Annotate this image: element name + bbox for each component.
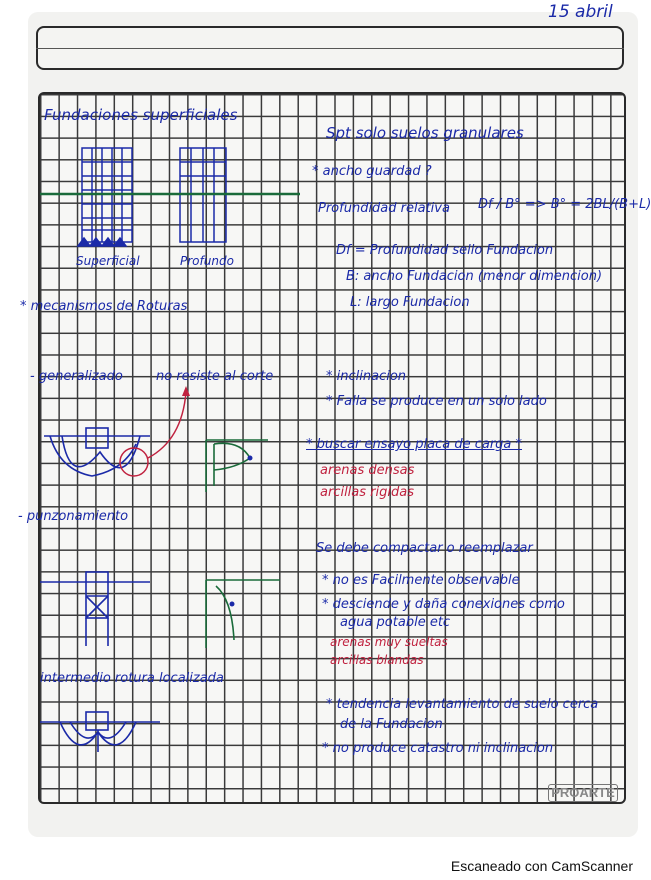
arenas-densas-text: arenas densas <box>320 463 415 478</box>
no-produce-text: * no produce catastro ni inclinacion <box>322 741 554 756</box>
spt-text: Spt solo suelos granulares <box>326 124 524 142</box>
no-resiste-text: no resiste al corte <box>156 369 274 384</box>
l-definition: L: largo Fundacion <box>350 295 470 310</box>
punzonamiento-text: - punzonamiento <box>18 509 129 524</box>
intermedio-sketch <box>40 712 160 752</box>
punzonamiento-sketch <box>40 572 150 646</box>
b-definition: B: ancho Fundacion (menor dimencion) <box>346 269 603 284</box>
tendencia-text: * tendencia levantamiento de suelo cerca <box>326 697 599 712</box>
proarte-logo: PROARTE <box>548 784 618 802</box>
intermedio-text: intermedio rotura localizada <box>40 671 224 686</box>
buscar-ensayo-text: * buscar ensayo placa de carga * <box>306 437 523 452</box>
falla-text: * Falla se produce en un solo lado <box>326 394 547 409</box>
date-text: 15 abril <box>548 2 613 22</box>
foundation-superficial-sketch <box>78 148 132 246</box>
formula-text: Df / B° => B° = 2BL/(B+L) <box>478 197 651 212</box>
mecanismos-text: * mecanismos de Roturas <box>20 299 188 314</box>
arcillas-blandas-text: arcillas blandas <box>330 653 424 667</box>
label-superficial: Superficial <box>76 254 140 268</box>
load-settlement-curve-1 <box>206 440 268 492</box>
title-fundaciones: Fundaciones superficiales <box>44 106 238 124</box>
generalizado-sketch <box>44 428 150 476</box>
no-facil-text: * no es Facilmente observable <box>322 573 520 588</box>
de-la-fundacion-text: de la Fundacion <box>340 717 443 732</box>
df-definition: Df = Profundidad sello Fundacion <box>336 243 554 258</box>
inclinacion-text: * inclinacion <box>326 369 407 384</box>
ancho-text: * ancho guardad ? <box>312 164 432 179</box>
compactar-text: Se debe compactar o reemplazar <box>316 541 533 556</box>
agua-potable-text: agua potable etc <box>340 615 451 630</box>
arrow-head <box>182 386 190 396</box>
profundidad-text: Profundidad relativa <box>318 201 450 216</box>
generalizado-text: - generalizado <box>30 369 123 384</box>
label-profundo: Profundo <box>180 254 234 268</box>
red-arrow <box>148 392 186 458</box>
desciende-text: * desciende y daña conexiones como <box>322 597 565 612</box>
arcillas-rigidas-text: arcillas rigidas <box>320 485 414 500</box>
camscanner-footer: Escaneado con CamScanner <box>450 858 633 874</box>
arenas-sueltas-text: arenas muy sueltas <box>330 635 448 649</box>
load-settlement-curve-2 <box>206 580 280 648</box>
